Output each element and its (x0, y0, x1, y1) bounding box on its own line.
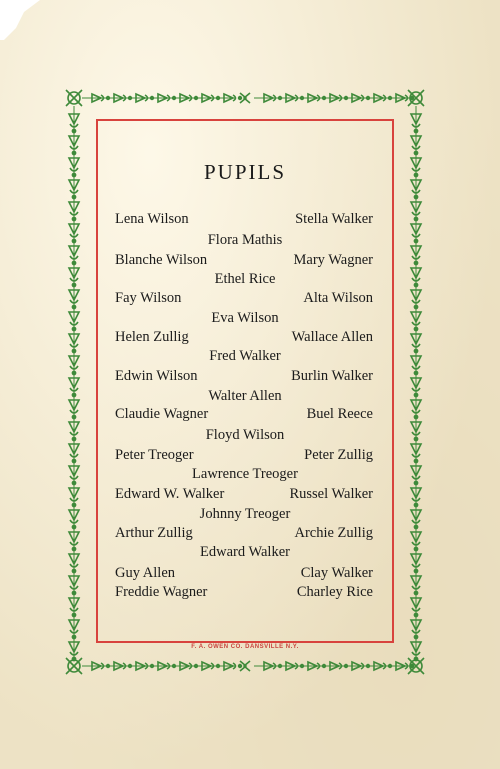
pupil-name: Claudie Wagner (115, 406, 209, 422)
pupil-name: Floyd Wilson (205, 427, 285, 443)
pupil-name: Freddie Wagner (115, 584, 208, 600)
vine-ornament (173, 97, 176, 100)
pupil-name: Arthur Zullig (115, 525, 193, 541)
vine-ornament (72, 547, 75, 550)
vine-ornament (414, 635, 417, 638)
vine-ornament (411, 97, 414, 100)
pupil-name: Helen Zullig (115, 329, 189, 345)
vine-ornament (72, 613, 75, 616)
vine-ornament (367, 97, 370, 100)
vine-ornament (72, 173, 75, 176)
vine-ornament (301, 97, 304, 100)
pupil-name: Burlin Walker (291, 368, 373, 384)
vine-ornament (239, 665, 242, 668)
pupil-name: Wallace Allen (291, 329, 373, 345)
pupil-name: Alta Wilson (303, 290, 373, 306)
pupil-name: Archie Zullig (294, 525, 373, 541)
pupil-name: Fred Walker (209, 348, 281, 364)
vine-ornament (72, 503, 75, 506)
vine-ornament (72, 481, 75, 484)
vine-ornament (389, 97, 392, 100)
vine-ornament (414, 349, 417, 352)
pupil-name: Flora Mathis (207, 232, 283, 248)
pupil-name: Buel Reece (306, 406, 373, 422)
vine-ornament (72, 437, 75, 440)
pupil-name: Peter Treoger (115, 447, 194, 463)
vine-ornament (72, 349, 75, 352)
vine-ornament (414, 129, 417, 132)
vine-ornament (414, 283, 417, 286)
pupil-name: Peter Zullig (304, 447, 373, 463)
vine-ornament (72, 195, 75, 198)
vine-ornament (72, 459, 75, 462)
pupil-name: Ethel Rice (214, 271, 276, 287)
vine-ornament (414, 393, 417, 396)
vine-ornament (414, 415, 417, 418)
vine-ornament (414, 525, 417, 528)
pupil-name: Edward W. Walker (115, 486, 225, 502)
vine-ornament (414, 151, 417, 154)
vine-ornament (72, 283, 75, 286)
vine-ornament (72, 305, 75, 308)
vine-ornament (414, 613, 417, 616)
pupil-name: Lawrence Treoger (192, 466, 298, 482)
vine-ornament (151, 97, 154, 100)
vine-ornament (414, 459, 417, 462)
vine-ornament (72, 635, 75, 638)
vine-ornament (72, 591, 75, 594)
vine-ornament (151, 665, 154, 668)
vine-ornament (279, 665, 282, 668)
vine-ornament (72, 151, 75, 154)
vine-ornament (301, 665, 304, 668)
pupil-name: Walter Allen (208, 388, 282, 404)
vine-ornament (107, 665, 110, 668)
vine-ornament (414, 305, 417, 308)
vine-ornament (414, 261, 417, 264)
pupil-name: Mary Wagner (293, 252, 373, 268)
vine-ornament (279, 97, 282, 100)
vine-ornament (323, 665, 326, 668)
vine-ornament (414, 591, 417, 594)
printer-imprint: F. A. OWEN CO. DANSVILLE N.Y. (191, 644, 299, 650)
vine-ornament (414, 437, 417, 440)
vine-ornament (367, 665, 370, 668)
vine-ornament (239, 97, 242, 100)
page-title: PUPILS (203, 160, 287, 184)
vine-ornament (72, 327, 75, 330)
vine-ornament (323, 97, 326, 100)
vine-ornament (72, 393, 75, 396)
vine-ornament (217, 665, 220, 668)
pupil-name: Edwin Wilson (115, 368, 198, 384)
vine-ornament (72, 371, 75, 374)
vine-ornament (414, 371, 417, 374)
vine-ornament (414, 547, 417, 550)
vine-ornament (173, 665, 176, 668)
vine-ornament (414, 569, 417, 572)
pupil-name: Clay Walker (300, 565, 373, 581)
vine-ornament (414, 503, 417, 506)
vine-ornament (195, 97, 198, 100)
vine-ornament (129, 665, 132, 668)
vine-ornament (411, 665, 414, 668)
pupil-name: Lena Wilson (115, 211, 189, 227)
vine-ornament (345, 665, 348, 668)
vine-ornament (345, 97, 348, 100)
vine-ornament (72, 415, 75, 418)
vine-ornament (107, 97, 110, 100)
vine-ornament (72, 129, 75, 132)
pupil-name: Fay Wilson (115, 290, 182, 306)
vine-ornament (414, 239, 417, 242)
pupil-name: Edward Walker (200, 544, 290, 560)
vine-ornament (414, 217, 417, 220)
pupil-name: Johnny Treoger (199, 506, 291, 522)
vine-ornament (414, 195, 417, 198)
vine-ornament (72, 261, 75, 264)
vine-ornament (72, 525, 75, 528)
vine-ornament (217, 97, 220, 100)
pupil-name: Charley Rice (296, 584, 373, 600)
vine-ornament (195, 665, 198, 668)
vine-ornament (414, 481, 417, 484)
vine-ornament (72, 569, 75, 572)
pupil-name: Guy Allen (115, 565, 176, 581)
pupil-name: Stella Walker (295, 211, 373, 227)
pupil-name: Blanche Wilson (115, 252, 208, 268)
vine-ornament (414, 327, 417, 330)
pupil-name: Russel Walker (289, 486, 373, 502)
pupil-name: Eva Wilson (211, 310, 279, 326)
vine-ornament (414, 173, 417, 176)
vine-ornament (72, 217, 75, 220)
vine-ornament (72, 239, 75, 242)
vine-ornament (389, 665, 392, 668)
vine-ornament (129, 97, 132, 100)
